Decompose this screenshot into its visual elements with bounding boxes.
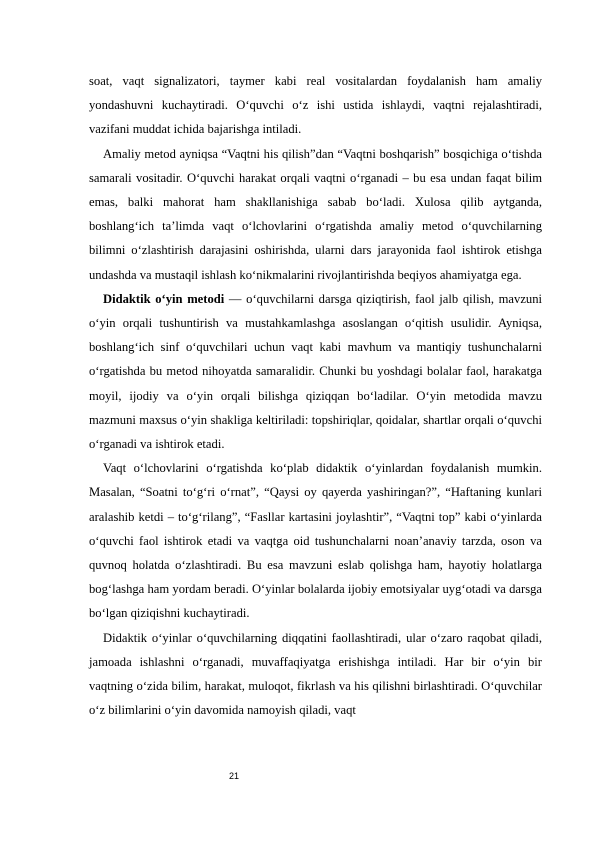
paragraph-2-text: Amaliy metod ayniqsa “Vaqtni his qilish”dan “Vaqtni boshqarish” bosqichiga o‘tishda samarali vositadir. O‘quvchi harakat orqali vaqtni o‘rganadi – bu esa undan faqat bilim emas, balki mahorat ham shakllanishiga sabab bo‘ladi. Xulosa qilib aytganda, boshlang‘ich ta’limda vaqt o‘lchovlarini o‘rgatishda amaliy metod o‘quvchilarning bilimni o‘zlashtirish darajasini oshirishda, ularni dars jarayonida faol ishtirok etishga undashda va mustaqil ishlash ko‘nikmalarini rivojlantirishda beqiyos ahamiyatga ega.: [89, 146, 542, 282]
didactic-game-method-term: Didaktik o‘yin metodi: [103, 291, 225, 306]
paragraph-5: [89, 626, 542, 723]
paragraph-1: [89, 69, 542, 142]
paragraph-4-text: Vaqt o‘lchovlarini o‘rgatishda ko‘plab didaktik o‘yinlardan foydalanish mumkin. Masalan, “Soatni to‘g‘ri o‘rnat”, “Qaysi oy qayerda yashiringan?”, “Haftaning kunlari aralashib ketdi – to‘g‘rilang”, “Fasllar kartasini joylashtir”, “Vaqtni top” kabi o‘yinlarda o‘quvchi faol ishtirok etadi va vaqtga oid tushunchalarni noan’anaviy tarzda, oson va quvnoq holatda o‘zlashtiradi. Bu esa mavzuni eslab qolishga ham, hayotiy holatlarga bog‘lashga ham yordam beradi. O‘yinlar bolalarda ijobiy emotsiyalar uyg‘otadi va darsga bo‘lgan qiziqishni kuchaytiradi.: [89, 461, 542, 621]
paragraph-2: [89, 142, 542, 287]
document-body: [89, 69, 542, 722]
paragraph-4: [89, 456, 542, 625]
paragraph-3: [89, 287, 542, 456]
paragraph-5-text: Didaktik o‘yinlar o‘quvchilarning diqqatini faollashtiradi, ular o‘zaro raqobat qiladi, jamoada ishlashni o‘rganadi, muvaffaqiyatga erishishga intiladi. Har bir o‘yin bir vaqtning o‘zida bilim, harakat, muloqot, fikrlash va his qilishni birlashtiradi. O‘quvchilar o‘z bilimlarini o‘yin davomida namoyish qiladi, vaqt: [89, 630, 542, 718]
page-number: 21: [229, 771, 240, 781]
paragraph-1-text: soat, vaqt signalizatori, taymer kabi real vositalardan foydalanish ham amaliy yondashuvni kuchaytiradi. O‘quvchi o‘z ishi ustida ishlaydi, vaqtni rejalashtiradi, vazifani muddat ichida bajarishga intiladi.: [89, 74, 542, 137]
paragraph-3-text: — o‘quvchilarni darsga qiziqtirish, faol jalb qilish, mavzuni o‘yin orqali tushuntirish va mustahkamlashga asoslangan o‘qitish usulidir. Ayniqsa, boshlang‘ich sinf o‘quvchilari uchun vaqt kabi mavhum va mantiqiy tushunchalarni o‘rgatishda bu metod nihoyatda samaralidir. Chunki bu yoshdagi bolalar faol, harakatga moyil, ijodiy va o‘yin orqali bilishga qiziqqan bo‘ladilar. O‘yin metodida mavzu mazmuni maxsus o‘yin shakliga keltiriladi: topshiriqlar, qoidalar, shartlar orqali o‘quvchi o‘rganadi va ishtirok etadi.: [89, 291, 543, 452]
